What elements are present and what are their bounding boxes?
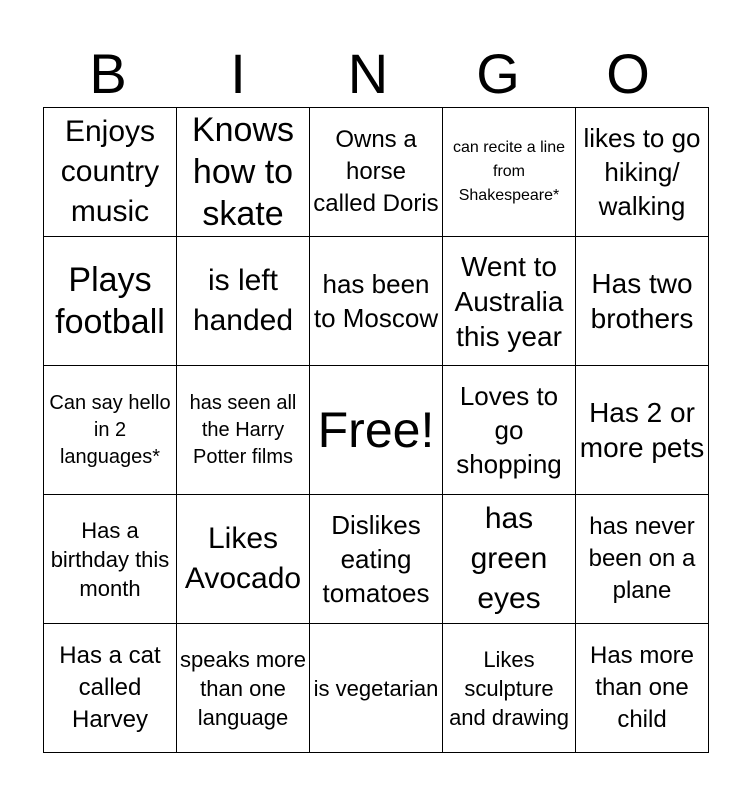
bingo-cell[interactable] [177, 366, 310, 495]
bingo-cell[interactable] [310, 495, 443, 624]
grid-row [44, 366, 709, 495]
bingo-cell[interactable] [310, 624, 443, 753]
header-letter-g: G [476, 42, 520, 105]
header-letter-n: N [347, 42, 389, 105]
bingo-cell[interactable] [443, 495, 576, 624]
cell-text: speaks more than one language [180, 646, 306, 730]
bingo-grid [43, 107, 709, 753]
bingo-cell[interactable] [177, 108, 310, 237]
cell-text: Enjoys country music [60, 115, 160, 228]
cell-text: is left handed [192, 264, 294, 337]
bingo-cell[interactable] [576, 495, 709, 624]
bingo-cell[interactable] [443, 108, 576, 237]
cell-text: Has a birthday this month [50, 517, 170, 601]
cell-text: Owns a horse called Doris [313, 126, 439, 217]
bingo-cell[interactable] [177, 237, 310, 366]
cell-text: has green eyes [470, 502, 548, 615]
bingo-cell[interactable] [443, 237, 576, 366]
cell-text: Has 2 or more pets [579, 397, 705, 463]
header-letter-i: I [230, 42, 246, 105]
cell-text: Has more than one child [589, 642, 695, 733]
bingo-cell[interactable] [44, 237, 177, 366]
bingo-cell[interactable] [310, 237, 443, 366]
bingo-cell[interactable] [44, 624, 177, 753]
cell-text: Dislikes eating tomatoes [322, 510, 430, 608]
cell-text: has never been on a plane [588, 513, 696, 604]
cell-text: Has a cat called Harvey [59, 642, 161, 733]
grid-row [44, 495, 709, 624]
free-space-text: Free! [317, 402, 435, 458]
cell-text: has been to Moscow [313, 269, 439, 333]
cell-text: Likes Avocado [184, 522, 302, 595]
cell-text: Can say hello in 2 languages* [49, 391, 171, 468]
bingo-cell[interactable] [576, 366, 709, 495]
bingo-cell[interactable] [443, 624, 576, 753]
bingo-cell[interactable] [44, 366, 177, 495]
bingo-cell[interactable] [44, 108, 177, 237]
cell-text: Loves to go shopping [456, 381, 562, 479]
cell-text: is vegetarian [313, 675, 439, 701]
bingo-cell[interactable] [177, 495, 310, 624]
grid-row [44, 237, 709, 366]
header-letter-b: B [89, 42, 127, 105]
bingo-cell[interactable] [576, 237, 709, 366]
cell-text: Knows how to skate [191, 111, 295, 233]
cell-text: likes to go hiking/ walking [583, 123, 701, 221]
grid-row [44, 108, 709, 237]
bingo-cell[interactable] [576, 108, 709, 237]
cell-text: Went to Australia this year [454, 250, 564, 352]
bingo-cell[interactable] [177, 624, 310, 753]
cell-text: can recite a line from Shakespeare* [452, 139, 566, 204]
bingo-cell[interactable] [576, 624, 709, 753]
grid-row [44, 624, 709, 753]
bingo-header [43, 40, 693, 108]
bingo-cell[interactable] [443, 366, 576, 495]
bingo-cell[interactable] [310, 108, 443, 237]
header-letter-o: O [606, 42, 650, 105]
cell-text: Plays football [55, 261, 165, 341]
cell-text: has seen all the Harry Potter films [189, 391, 297, 468]
cell-text: Has two brothers [590, 268, 694, 334]
bingo-cell[interactable] [44, 495, 177, 624]
cell-text: Likes sculpture and drawing [449, 646, 569, 730]
bingo-cell-free[interactable] [310, 366, 443, 495]
